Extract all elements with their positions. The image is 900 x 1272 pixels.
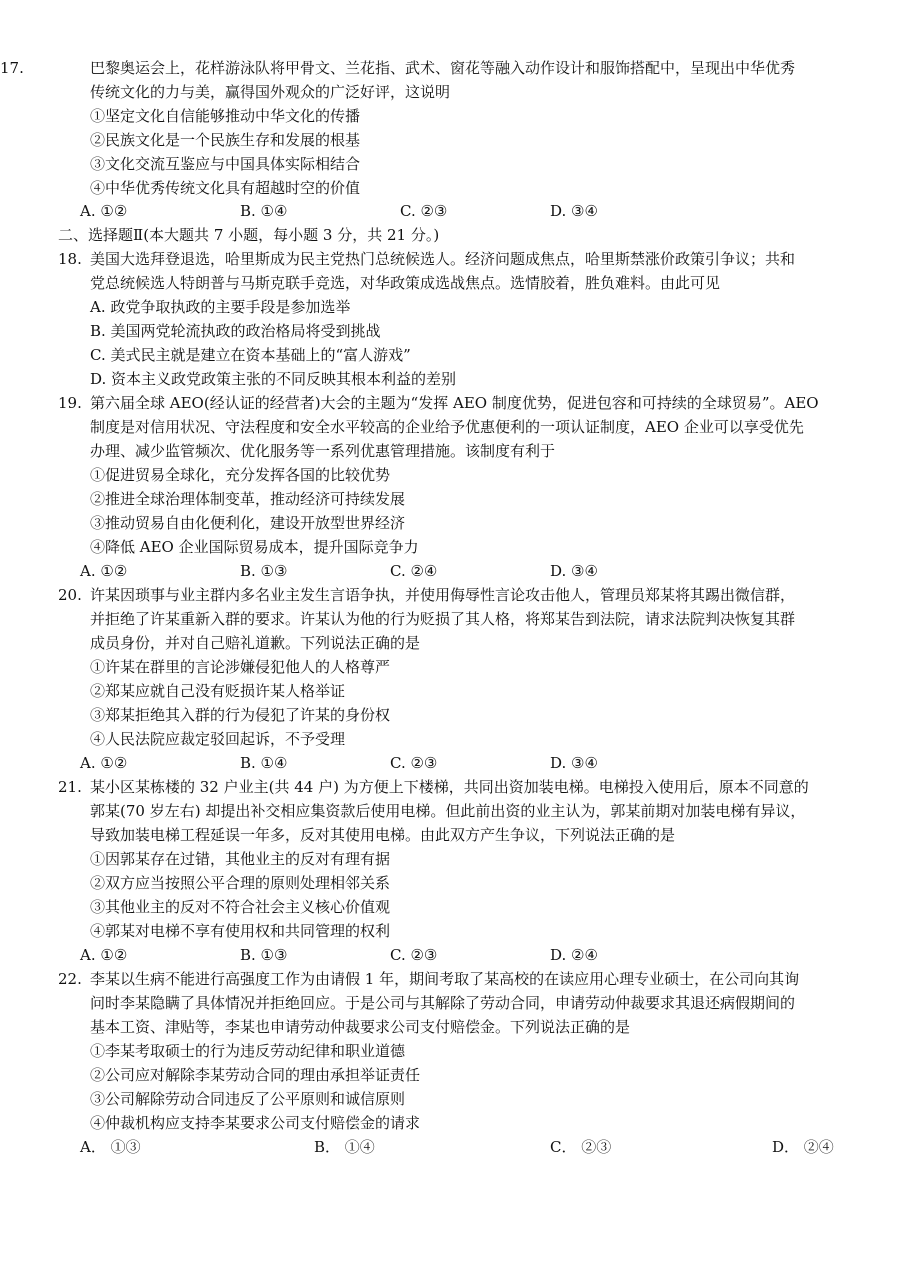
statement: ②推进全球治理体制变革，推动经济可持续发展 xyxy=(90,490,406,508)
question-stem-line: 党总统候选人特朗普与马斯克联手竞选，对华政策成选战焦点。选情胶着，胜负难料。由此可见 xyxy=(90,274,721,292)
question-stem-line: 巴黎奥运会上，花样游泳队将甲骨文、兰花指、武术、窗花等融入动作设计和服饰搭配中，呈现出中华优秀 xyxy=(90,59,796,77)
option-a[interactable]: A. ①② xyxy=(80,946,128,964)
statement: ②郑某应就自己没有贬损许某人格举证 xyxy=(90,682,346,700)
option-b[interactable]: B. ①③ xyxy=(240,946,288,964)
option-a[interactable]: A. ①② xyxy=(80,202,128,220)
option-d[interactable]: D. ③④ xyxy=(550,562,598,580)
statement: ④降低 AEO 企业国际贸易成本，提升国际竞争力 xyxy=(90,538,419,556)
option-c[interactable]: C． ②③ xyxy=(550,1138,612,1156)
question-stem-line: 美国大选拜登退选，哈里斯成为民主党热门总统候选人。经济问题成焦点，哈里斯禁涨价政策引争议；共和 xyxy=(90,250,796,268)
statement: ③公司解除劳动合同违反了公平原则和诚信原则 xyxy=(90,1090,406,1108)
question-number: 18. xyxy=(58,250,82,268)
question-number: 17. xyxy=(0,59,24,77)
option-d[interactable]: D. ③④ xyxy=(550,754,598,772)
question-stem-line: 办理、减少监管频次、优化服务等一系列优惠管理措施。该制度有利于 xyxy=(90,442,556,460)
question-stem-line: 成员身份，并对自己赔礼道歉。下列说法正确的是 xyxy=(90,634,421,652)
statement: ③推动贸易自由化便利化，建设开放型世界经济 xyxy=(90,514,406,532)
question-stem-line: 并拒绝了许某重新入群的要求。许某认为他的行为贬损了其人格，将郑某告到法院，请求法院判决恢复其群 xyxy=(90,610,796,628)
question-stem-line: 问时李某隐瞒了具体情况并拒绝回应。于是公司与其解除了劳动合同，申请劳动仲裁要求其退还病假期间的 xyxy=(90,994,796,1012)
question-stem-line: 传统文化的力与美，赢得国外观众的广泛好评，这说明 xyxy=(90,83,451,101)
statement: ②双方应当按照公平合理的原则处理相邻关系 xyxy=(90,874,391,892)
section-heading: 二、选择题Ⅱ(本大题共 7 小题，每小题 3 分，共 21 分。) xyxy=(58,226,440,244)
statement: ②公司应对解除李某劳动合同的理由承担举证责任 xyxy=(90,1066,421,1084)
statement: ④人民法院应裁定驳回起诉，不予受理 xyxy=(90,730,346,748)
statement: ①促进贸易全球化，充分发挥各国的比较优势 xyxy=(90,466,391,484)
question-number: 20. xyxy=(58,586,82,604)
question-number: 22. xyxy=(58,970,82,988)
option-a[interactable]: A． ①③ xyxy=(80,1138,141,1156)
question-stem-line: 某小区某栋楼的 32 户业主(共 44 户) 为方便上下楼梯，共同出资加装电梯。电梯投入使用后，原本不同意的 xyxy=(90,778,809,796)
option-a[interactable]: A. 政党争取执政的主要手段是参加选举 xyxy=(90,298,351,316)
option-d[interactable]: D. ②④ xyxy=(550,946,598,964)
statement: ②民族文化是一个民族生存和发展的根基 xyxy=(90,131,361,149)
question-stem-line: 基本工资、津贴等，李某也申请劳动仲裁要求公司支付赔偿金。下列说法正确的是 xyxy=(90,1018,631,1036)
statement: ①因郭某存在过错，其他业主的反对有理有据 xyxy=(90,850,391,868)
statement: ①坚定文化自信能够推动中华文化的传播 xyxy=(90,107,361,125)
option-b[interactable]: B. 美国两党轮流执政的政治格局将受到挑战 xyxy=(90,322,381,340)
statement: ③其他业主的反对不符合社会主义核心价值观 xyxy=(90,898,391,916)
question-stem-line: 许某因琐事与业主群内多名业主发生言语争执，并使用侮辱性言论攻击他人，管理员郑某将其踢出微信群， xyxy=(90,586,796,604)
statement: ①许某在群里的言论涉嫌侵犯他人的人格尊严 xyxy=(90,658,391,676)
statement: ④仲裁机构应支持李某要求公司支付赔偿金的请求 xyxy=(90,1114,421,1132)
option-d[interactable]: D. ③④ xyxy=(550,202,598,220)
option-d[interactable]: D． ②④ xyxy=(772,1138,834,1156)
option-b[interactable]: B． ①④ xyxy=(314,1138,375,1156)
question-stem-line: 第六届全球 AEO(经认证的经营者)大会的主题为“发挥 AEO 制度优势，促进包容和可持续的全球贸易”。AEO xyxy=(90,394,819,412)
option-a[interactable]: A. ①② xyxy=(80,754,128,772)
statement: ④中华优秀传统文化具有超越时空的价值 xyxy=(90,179,361,197)
option-b[interactable]: B. ①④ xyxy=(240,202,288,220)
question-number: 19. xyxy=(58,394,82,412)
statement: ④郭某对电梯不享有使用权和共同管理的权利 xyxy=(90,922,391,940)
option-c[interactable]: C. ②④ xyxy=(390,562,438,580)
option-d[interactable]: D. 资本主义政党政策主张的不同反映其根本利益的差别 xyxy=(90,370,457,388)
option-a[interactable]: A. ①② xyxy=(80,562,128,580)
question-stem-line: 导致加装电梯工程延误一年多，反对其使用电梯。由此双方产生争议，下列说法正确的是 xyxy=(90,826,676,844)
question-stem-line: 郭某(70 岁左右) 却提出补交相应集资款后使用电梯。但此前出资的业主认为，郭某前期对加装电梯有异议， xyxy=(90,802,806,820)
option-c[interactable]: C. ②③ xyxy=(390,946,438,964)
option-c[interactable]: C. ②③ xyxy=(400,202,448,220)
option-c[interactable]: C. ②③ xyxy=(390,754,438,772)
option-b[interactable]: B. ①④ xyxy=(240,754,288,772)
statement: ③郑某拒绝其入群的行为侵犯了许某的身份权 xyxy=(90,706,391,724)
question-stem-line: 李某以生病不能进行高强度工作为由请假 1 年，期间考取了某高校的在读应用心理专业硕士，在公司向其询 xyxy=(90,970,800,988)
question-stem-line: 制度是对信用状况、守法程度和安全水平较高的企业给予优惠便利的一项认证制度，AEO 企业可以享受优先 xyxy=(90,418,804,436)
option-b[interactable]: B. ①③ xyxy=(240,562,288,580)
question-number: 21. xyxy=(58,778,82,796)
statement: ①李某考取硕士的行为违反劳动纪律和职业道德 xyxy=(90,1042,406,1060)
statement: ③文化交流互鉴应与中国具体实际相结合 xyxy=(90,155,361,173)
option-c[interactable]: C. 美式民主就是建立在资本基础上的“富人游戏” xyxy=(90,346,411,364)
